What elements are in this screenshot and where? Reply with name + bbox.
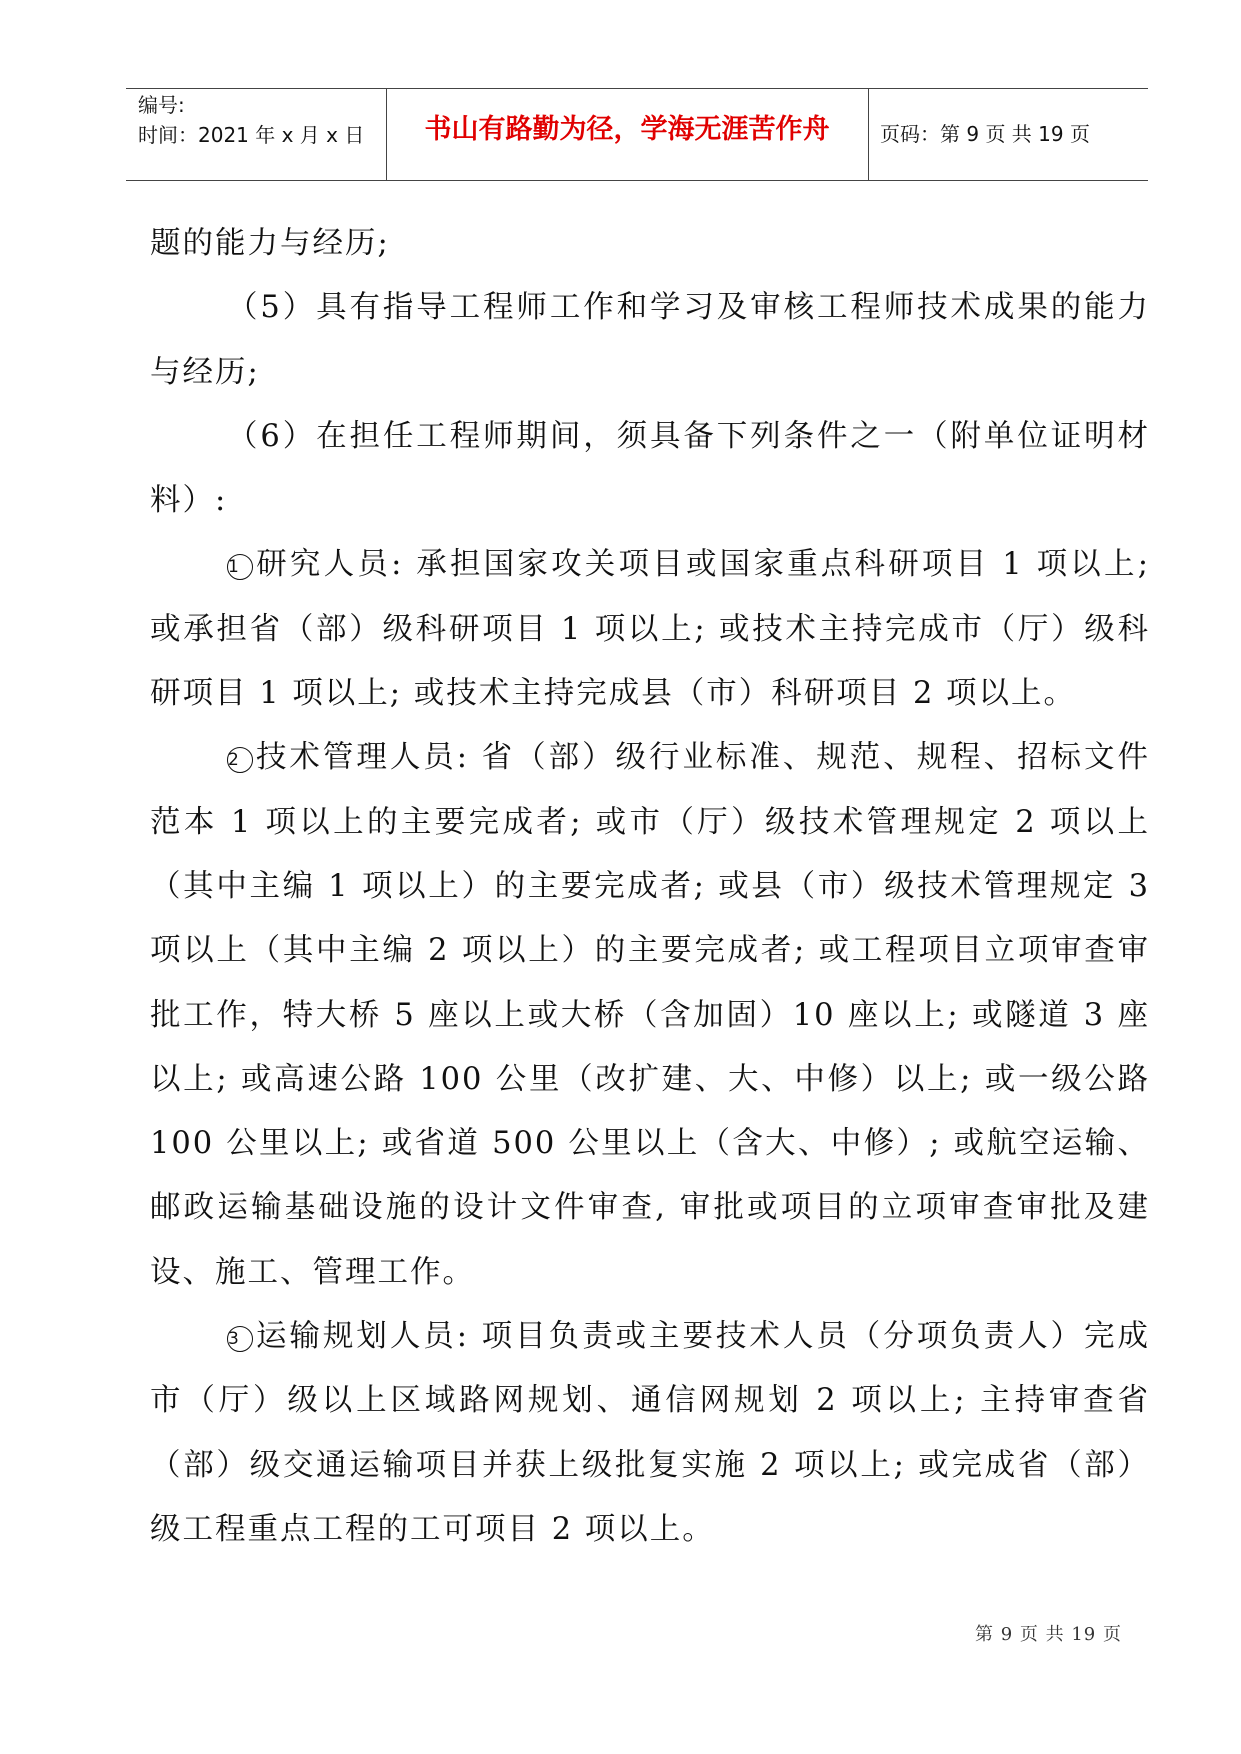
list-item-planning [150,1305,1150,1369]
text-line: （5）具有指导工程师工作和学习及审核工程师技术成果的能力 [227,290,1150,326]
list-item-management [150,726,1150,790]
text-line: 研究人员: 承担国家攻关项目或国家重点科研项目 1 项以上; [255,547,1150,583]
text-line: 范本 1 项以上的主要完成者; 或市（厅）级技术管理规定 2 项以上 [150,804,1150,840]
text-line: （其中主编 1 项以上）的主要完成者; 或县（市）级技术管理规定 3 [150,868,1150,904]
text-line: （部）级交通运输项目并获上级批复实施 2 项以上; 或完成省（部） [150,1447,1150,1483]
header-top-rule [126,88,1148,89]
circled-number-marker: 3 [227,1326,253,1352]
text-line: 100 公里以上; 或省道 500 公里以上（含大、中修）; 或航空运输、 [150,1126,1150,1162]
text-line: 市（厅）级以上区域路网规划、通信网规划 2 项以上; 主持审查省 [150,1383,1150,1419]
text-line: 级工程重点工程的工可项目 2 项以上。 [150,1511,715,1547]
text-line: 料）: [150,483,228,519]
header-bottom-rule [126,180,1148,181]
text-line: 运输规划人员: 项目负责或主要技术人员（分项负责人）完成 [255,1319,1150,1355]
header-page-info: 页码：第 9 页 共 19 页 [880,122,1090,146]
text-line: 以上; 或高速公路 100 公里（改扩建、大、中修）以上; 或一级公路 [150,1061,1150,1097]
document-body [150,212,1150,1562]
text-line: （6）在担任工程师期间，须具备下列条件之一（附单位证明材 [227,418,1150,454]
list-item-research [150,533,1150,597]
text-line: 项以上（其中主编 2 项以上）的主要完成者; 或工程项目立项审查审 [150,933,1150,969]
circled-number-marker: 1 [227,554,253,580]
text-line: 邮政运输基础设施的设计文件审查, 审批或项目的立项审查审批及建 [150,1190,1150,1226]
text-line: 技术管理人员: 省（部）级行业标准、规范、规程、招标文件 [255,740,1150,776]
text-line: 与经历; [150,354,260,390]
header-motto: 书山有路勤为径，学海无涯苦作舟 [424,114,830,145]
date-line: 时间：2021 年 x 月 x 日 [138,123,365,147]
text-line: 研项目 1 项以上; 或技术主持完成县（市）科研项目 2 项以上。 [150,676,1077,712]
header-divider-right [868,88,869,180]
header-meta [138,90,364,150]
text-line: 批工作，特大桥 5 座以上或大桥（含加固）10 座以上; 或隧道 3 座 [150,997,1150,1033]
page-footer: 第 9 页 共 19 页 [975,1624,1122,1645]
text-line: 或承担省（部）级科研项目 1 项以上; 或技术主持完成市（厅）级科 [150,611,1150,647]
circled-number-marker: 2 [227,747,253,773]
text-line: 设、施工、管理工作。 [150,1254,475,1290]
serial-label: 编号: [138,93,185,117]
text-line: 题的能力与经历; [150,226,390,261]
